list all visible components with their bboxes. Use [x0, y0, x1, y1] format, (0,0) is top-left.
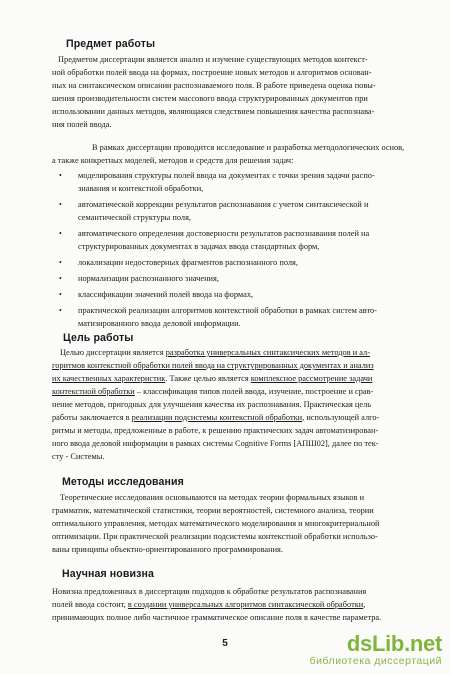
text-segment: ного ввода деловой информации в рамках системы Cognitive Forms [АПШ02], далее по тек-: [52, 439, 379, 448]
text-segment: принимающих полное либо частичное грамматическое описание поля в качестве параметра.: [52, 613, 382, 622]
paragraph-scope: [52, 141, 416, 167]
list-item: [59, 272, 418, 285]
watermark-logo: [310, 633, 442, 655]
text-line: использовании данных методов, являющаяся следствием повышения качества распознава-: [52, 107, 375, 116]
bullet-icon: •: [59, 306, 62, 315]
watermark-subtitle: библиотека диссертаций: [309, 655, 442, 667]
bullet-icon: •: [59, 290, 62, 299]
list-item: [59, 169, 418, 195]
text-line: структурированных документах в задачах ввода стандартных форм,: [78, 242, 320, 251]
text-line: моделирования структуры полей ввода на документах с точки зрения задачи распо-: [78, 171, 375, 180]
list-item: [59, 288, 418, 301]
text-line: [52, 385, 416, 398]
section-heading-novelty: Научная новизна: [62, 568, 154, 580]
list-item: [59, 304, 418, 330]
text-segment: работы заключается в: [52, 413, 132, 422]
text-segment: , использующей алго-: [302, 413, 380, 422]
paragraph-methods: [52, 491, 416, 556]
text-line: [52, 598, 416, 611]
text-segment: Целью диссертации является: [60, 348, 166, 357]
text-line: ваны принципы объектно-ориентированного программирования.: [52, 545, 283, 554]
underlined-text: горитмов контекстной обработки полей ввода на структурированных документах и анализ: [52, 361, 374, 370]
text-line: знавания и контекстной обработки,: [78, 184, 204, 193]
text-line: классификации значений полей ввода на формах,: [78, 290, 254, 299]
underlined-text: реализации подсистемы контекстной обработки: [131, 413, 303, 422]
text-line: [52, 424, 416, 437]
text-segment: . Также целью является: [165, 374, 251, 383]
watermark-logo-main: dsLib: [346, 631, 405, 656]
list-item: [59, 256, 418, 269]
text-line: [52, 398, 416, 411]
text-line: [52, 372, 416, 385]
text-segment: ,: [363, 600, 366, 609]
text-line: ных на синтаксическом описании распознаваемого поля. В работе приведена оценка повы-: [52, 81, 376, 90]
text-line: [52, 450, 416, 463]
underlined-text: контекстной обработки: [52, 387, 135, 396]
text-line: практической реализации алгоритмов контекстной обработки в рамках систем авто-: [78, 306, 377, 315]
watermark-logo-tld: .net: [404, 631, 442, 656]
text-line: матизированного ввода деловой информации.: [78, 319, 241, 328]
list-item: [59, 227, 418, 253]
text-segment: – классификация типов полей ввода, изучение, построение и срав-: [134, 387, 374, 396]
underlined-text: в создании универсальных алгоритмов синтаксической обработки: [127, 600, 364, 609]
bullet-icon: •: [59, 274, 62, 283]
text-line: [52, 437, 416, 450]
text-line: Предметом диссертации является анализ и изучение существующих методов контекст-: [58, 55, 368, 64]
text-line: ния полей ввода.: [52, 120, 112, 129]
text-line: автоматического определения достоверности результатов распознавания полей на: [78, 229, 370, 238]
task-list: [59, 169, 418, 333]
underlined-text: комплексное рассмотрение задачи: [250, 374, 373, 383]
text-line: [52, 359, 416, 372]
text-segment: ритмы и методы, предложенные в работе, к решению практических задач автоматизирован-: [52, 426, 379, 435]
bullet-icon: •: [59, 258, 62, 267]
watermark: [310, 633, 442, 668]
text-line: [52, 346, 416, 359]
text-segment: сту - Системы.: [52, 452, 105, 461]
text-line: [52, 585, 416, 598]
bullet-icon: •: [59, 229, 62, 238]
text-line: ной обработки полей ввода на формах, построение новых методов и алгоритмов основан-: [52, 68, 372, 77]
underlined-text: их качественных характеристик: [52, 374, 166, 383]
section-heading-subject: Предмет работы: [66, 38, 156, 50]
text-line: грамматик, математической статистики, теории вероятностей, системного анализа, теории: [52, 506, 374, 515]
section-heading-goal: Цель работы: [63, 332, 134, 344]
paragraph-novelty: [52, 585, 416, 624]
text-line: [52, 411, 416, 424]
text-line: Теоретические исследования основываются на методах теории формальных языков и: [60, 493, 365, 502]
text-line: оптимизации. При практической реализации подсистемы контекстной обработки использо-: [52, 532, 378, 541]
text-line: семантической структуры поля,: [78, 213, 191, 222]
paragraph-subject: [52, 53, 416, 131]
text-line: автоматической коррекции результатов распознавания с учетом синтаксической и: [78, 200, 369, 209]
bullet-icon: •: [59, 200, 62, 209]
list-item: [59, 198, 418, 224]
underlined-text: разработка универсальных синтаксических методов и ал-: [165, 348, 371, 357]
bullet-icon: •: [59, 171, 62, 180]
text-line: шения производительности систем массового ввода структурированных документов при: [52, 94, 368, 103]
text-line: нормализации распознанного значения,: [78, 274, 219, 283]
page-number: 5: [222, 638, 228, 649]
text-segment: полей ввода состоит,: [52, 600, 128, 609]
text-line: оптимального управления, методах математического моделирования и многокритериальной: [52, 519, 380, 528]
text-line: локализации недостоверных фрагментов распознанного поля,: [78, 258, 298, 267]
text-line: [52, 611, 416, 624]
paragraph-goal: [52, 346, 416, 463]
text-segment: нение методов, пригодных для улучшения качества их распознавания. Практическая цель: [52, 400, 372, 409]
text-line: В рамках диссертации проводится исследование и разработка методологических основ,: [92, 143, 405, 152]
section-heading-methods: Методы исследования: [62, 476, 184, 488]
text-line: а также конкретных моделей, методов и средств для решения задач:: [52, 156, 294, 165]
text-segment: Новизна предложенных в диссертации подходов к обработке результатов распознавания: [52, 587, 367, 596]
